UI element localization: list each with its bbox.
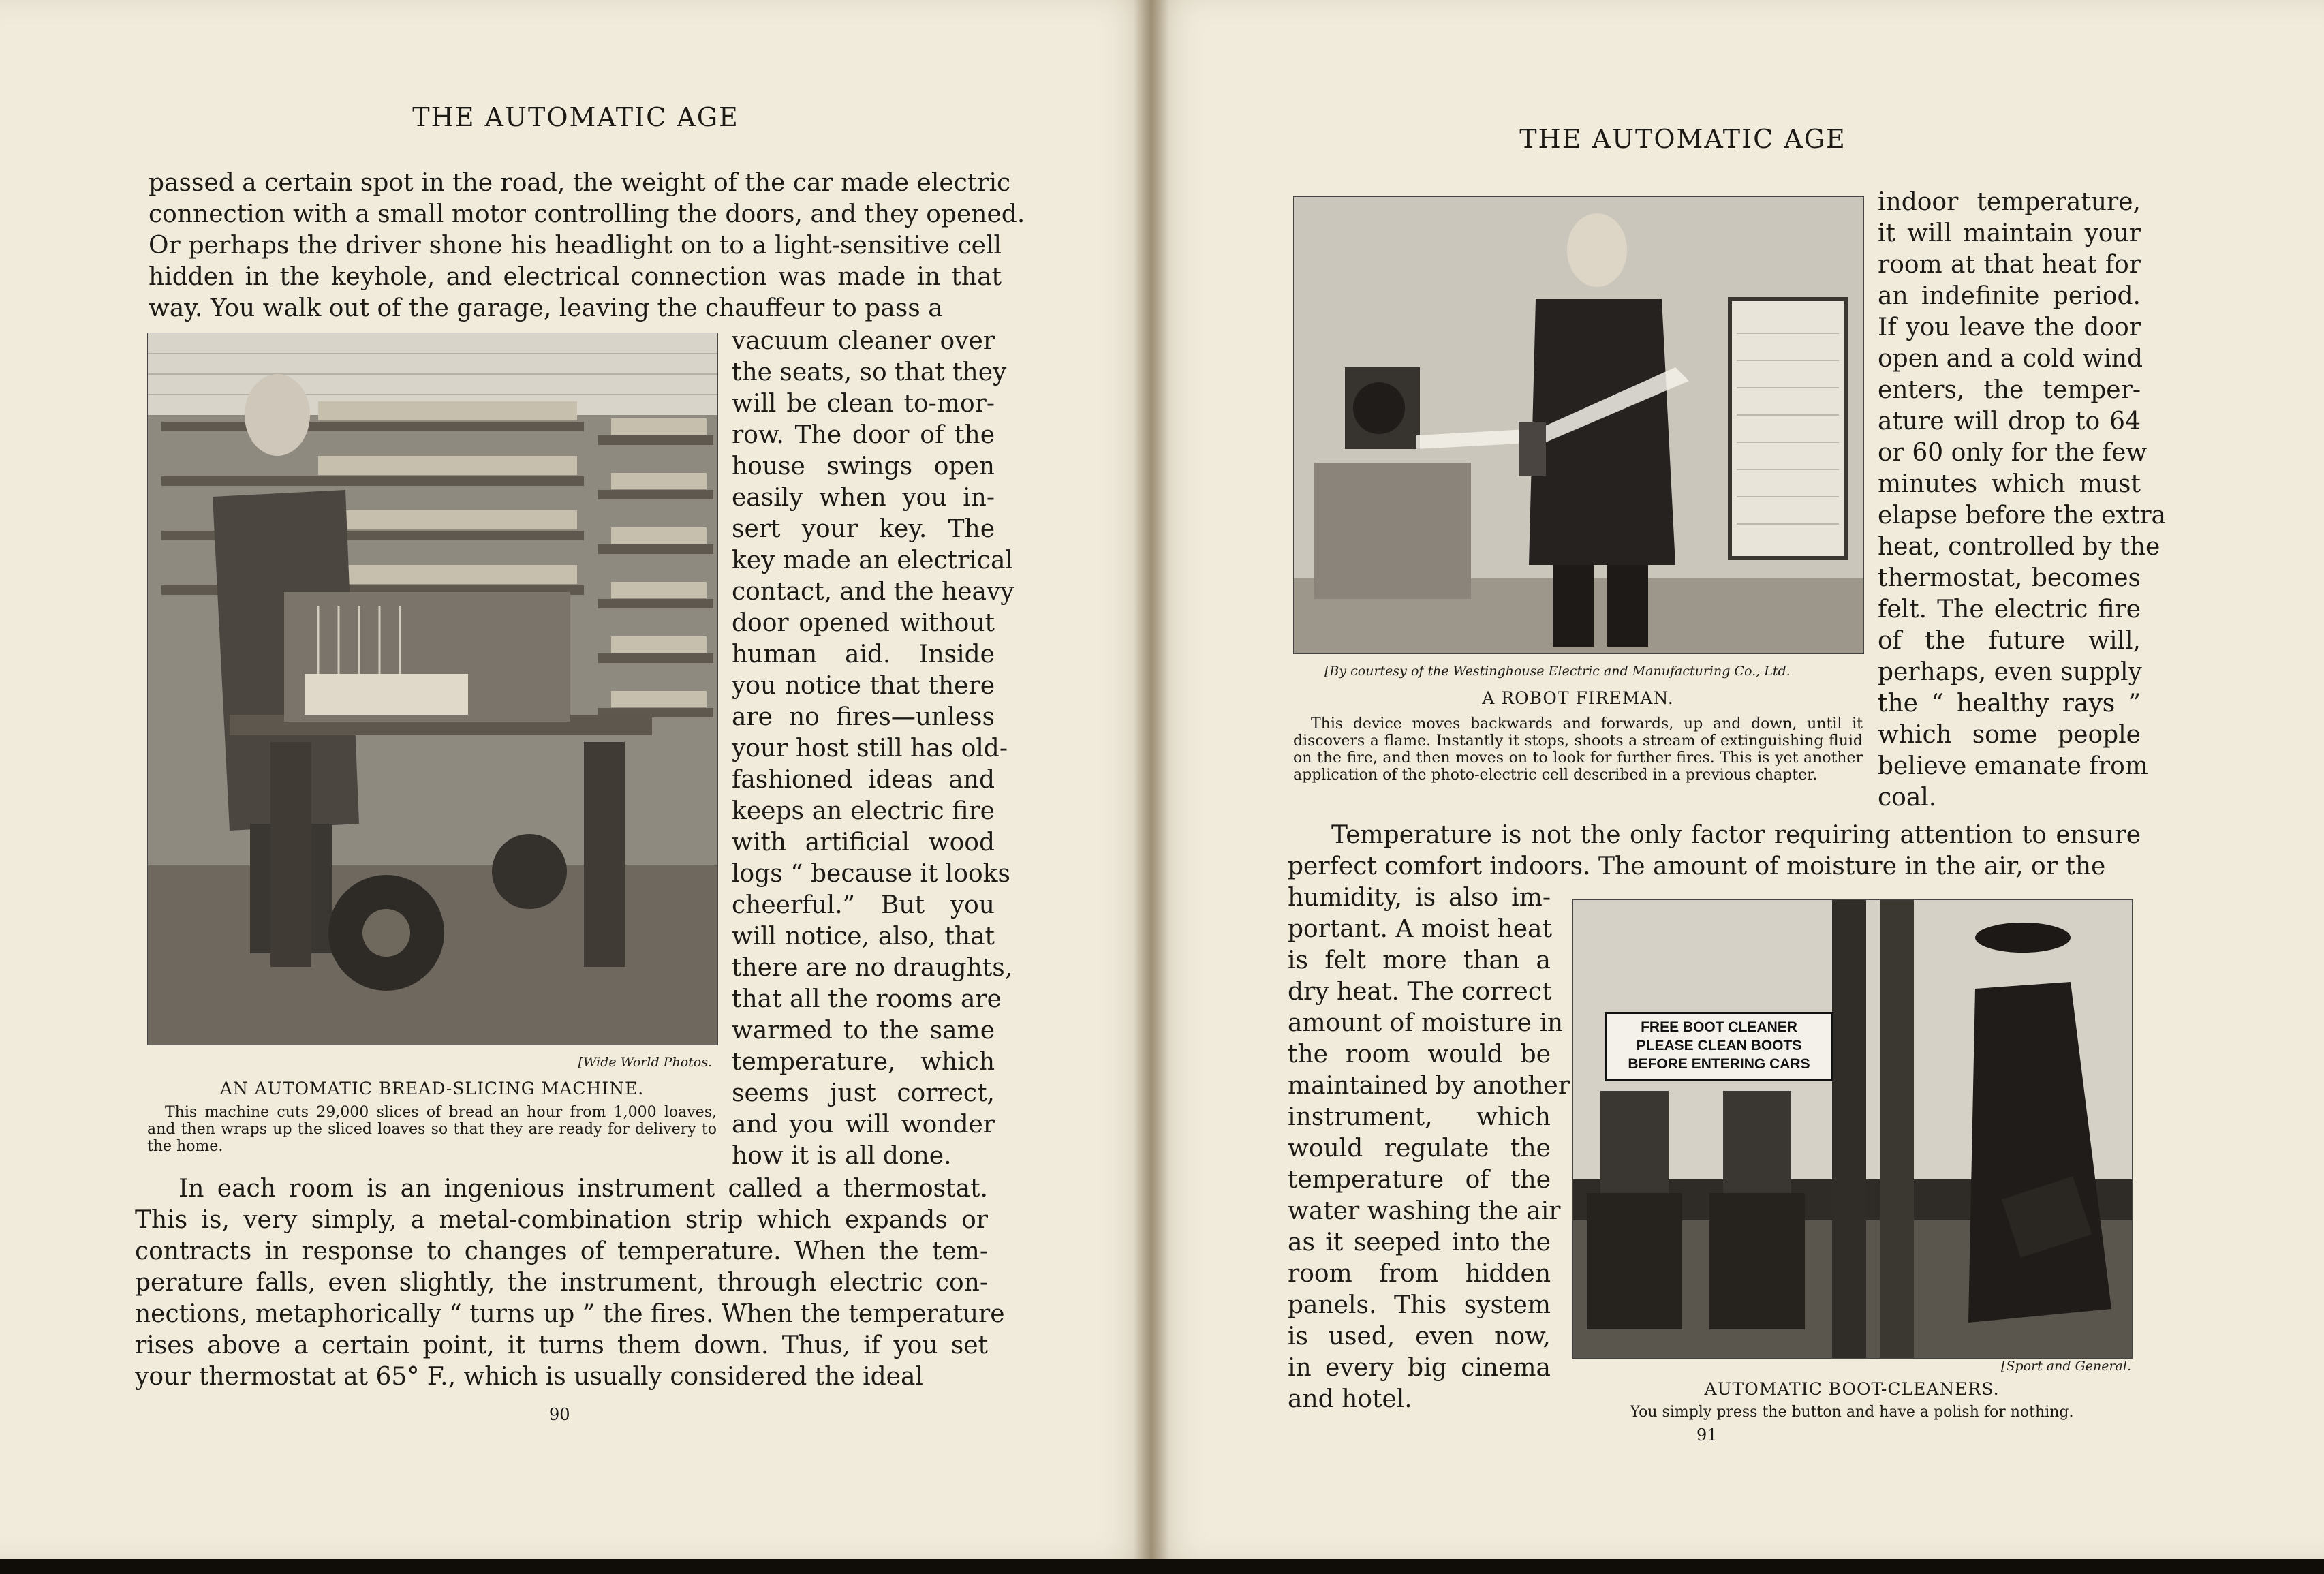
text-line: would regulate the (1288, 1135, 1551, 1162)
text-line: and hotel. (1288, 1385, 1412, 1413)
sign-line-1: FREE BOOT CLEANER (1641, 1019, 1797, 1035)
book-gutter (1134, 0, 1169, 1560)
text-line: room from hidden (1288, 1260, 1551, 1288)
bread-photo-credit: [Wide World Photos. (578, 1055, 712, 1070)
text-line: coal. (1878, 784, 1937, 812)
text-line: This is, very simply, a metal-combination strip which expands or (135, 1206, 988, 1234)
text-line: Or perhaps the driver shone his headlight on to a light-sensitive cell (149, 232, 1002, 260)
text-line: dry heat. The correct (1288, 978, 1552, 1006)
text-line: heat, controlled by the (1878, 533, 2160, 561)
text-line: there are no draughts, (732, 954, 1013, 982)
text-line: easily when you in- (732, 484, 995, 512)
text-line: and you will wonder (732, 1111, 995, 1139)
text-line: hidden in the keyhole, and electrical connection was made in that (149, 263, 1002, 291)
text-line: contact, and the heavy (732, 578, 1014, 606)
boots-photo-credit: [Sport and General. (2001, 1359, 2131, 1374)
text-line: how it is all done. (732, 1142, 952, 1170)
text-line: minutes which must (1878, 470, 2141, 498)
text-line: row. The door of the (732, 421, 995, 449)
fireman-figure-caption: This device moves backwards and forwards, up and down, until it discovers a flame. Instantly it stops, shoots a stream of extinguishing fluid on the fire, and then moves on to look for further fires. This is yet another application of the photo-electric cell described in a previous chapter. (1293, 715, 1863, 784)
text-line: in every big cinema (1288, 1354, 1551, 1382)
running-head-left: THE AUTOMATIC AGE (412, 102, 739, 132)
text-line: Temperature is not the only factor requiring attention to ensure (1331, 821, 2141, 849)
page-number-left: 90 (549, 1405, 570, 1424)
text-line: are no fires—unless (732, 703, 995, 731)
text-line: your host still has old- (732, 735, 1008, 762)
text-line: In each room is an ingenious instrument called a thermostat. (179, 1175, 988, 1203)
text-line: elapse before the extra (1878, 501, 2166, 529)
text-line: believe emanate from (1878, 752, 2148, 780)
text-line: the room would be (1288, 1040, 1551, 1068)
text-line: sert your key. The (732, 515, 995, 543)
text-line: door opened without (732, 609, 995, 637)
text-line: it will maintain your (1878, 219, 2141, 247)
text-line: passed a certain spot in the road, the weight of the car made electric (149, 169, 1011, 197)
page-bottom-edge (0, 1559, 2324, 1574)
text-line: panels. This system (1288, 1291, 1551, 1319)
robot-fireman-photo (1293, 196, 1864, 654)
text-line: maintained by another (1288, 1072, 1570, 1100)
text-line: that all the rooms are (732, 985, 1002, 1013)
running-head-right: THE AUTOMATIC AGE (1519, 124, 1846, 154)
boot-cleaners-photo (1572, 899, 2133, 1359)
bread-figure-caption: This machine cuts 29,000 slices of bread an hour from 1,000 loaves, and then wraps up the sliced loaves so that they are ready for delivery to the home. (147, 1104, 717, 1155)
text-line: room at that heat for (1878, 251, 2141, 279)
text-line: you notice that there (732, 672, 995, 700)
text-line: temperature of the (1288, 1166, 1551, 1194)
text-line: instrument, which (1288, 1103, 1551, 1131)
boots-figure-title: AUTOMATIC BOOT-CLEANERS. (1704, 1379, 2000, 1399)
text-line: your thermostat at 65° F., which is usually considered the ideal (135, 1363, 923, 1391)
text-line: way. You walk out of the garage, leaving the chauffeur to pass a (149, 294, 943, 322)
text-line: water washing the air (1288, 1197, 1561, 1225)
text-line: felt. The electric fire (1878, 596, 2141, 623)
boots-figure-caption: You simply press the button and have a polish for nothing. (1630, 1404, 2074, 1421)
text-line: an indefinite period. (1878, 282, 2141, 310)
text-line: keeps an electric fire (732, 797, 995, 825)
text-line: of the future will, (1878, 627, 2141, 655)
boot-cleaner-sign (1605, 1012, 1833, 1081)
text-line: house swings open (732, 452, 995, 480)
text-line: which some people (1878, 721, 2141, 749)
text-line: is felt more than a (1288, 946, 1551, 974)
text-line: key made an electrical (732, 546, 1013, 574)
text-line: connection with a small motor controlling the doors, and they opened. (149, 200, 1025, 228)
text-line: thermostat, becomes (1878, 564, 2141, 592)
body-text-middle (1288, 820, 2141, 882)
text-line: logs “ because it looks (732, 860, 1010, 888)
body-text-bottom-column (1288, 882, 1570, 1415)
text-line: contracts in response to changes of temperature. When the tem- (135, 1237, 988, 1265)
text-line: will be clean to-mor- (732, 390, 995, 418)
text-line: perhaps, even supply (1878, 658, 2142, 686)
fireman-photo-credit: [By courtesy of the Westinghouse Electric and Manufacturing Co., Ltd. (1324, 664, 1791, 679)
text-line: amount of moisture in (1288, 1009, 1564, 1037)
text-line: with artificial wood (732, 829, 995, 857)
text-line: humidity, is also im- (1288, 884, 1551, 912)
text-line: warmed to the same (732, 1017, 995, 1045)
sign-line-3: BEFORE ENTERING CARS (1628, 1056, 1810, 1072)
text-line: open and a cold wind (1878, 345, 2143, 373)
text-line: ature will drop to 64 (1878, 407, 2141, 435)
page-number-right: 91 (1696, 1425, 1718, 1445)
body-text-column (732, 326, 1014, 1172)
bread-figure-title: AN AUTOMATIC BREAD-SLICING MACHINE. (219, 1079, 645, 1098)
right-page (1151, 0, 2324, 1560)
text-line: portant. A moist heat (1288, 915, 1552, 943)
text-line: the seats, so that they (732, 358, 1007, 386)
text-line: human aid. Inside (732, 641, 995, 668)
text-line: cheerful.” But you (732, 891, 995, 919)
text-line: fashioned ideas and (732, 766, 995, 794)
text-line: perature falls, even slightly, the instrument, through electric con- (135, 1269, 988, 1297)
text-line: the “ healthy rays ” (1878, 690, 2141, 717)
text-line: will notice, also, that (732, 923, 995, 951)
text-line: is used, even now, (1288, 1323, 1551, 1351)
body-text-top-column (1878, 187, 2166, 814)
text-line: seems just correct, (732, 1079, 995, 1107)
text-line: as it seeped into the (1288, 1229, 1551, 1256)
text-line: indoor temperature, (1878, 188, 2141, 216)
left-page (0, 0, 1151, 1560)
body-text-bottom (135, 1173, 1005, 1393)
text-line: temperature, which (732, 1048, 995, 1076)
fireman-figure-title: A ROBOT FIREMAN. (1482, 688, 1674, 708)
text-line: perfect comfort indoors. The amount of moisture in the air, or the (1288, 852, 2106, 880)
sign-line-2: PLEASE CLEAN BOOTS (1636, 1038, 1802, 1053)
body-text-top (149, 168, 1025, 324)
text-line: nections, metaphorically “ turns up ” the fires. When the temperature (135, 1300, 1005, 1328)
text-line: enters, the temper- (1878, 376, 2141, 404)
text-line: vacuum cleaner over (732, 327, 995, 355)
text-line: rises above a certain point, it turns them down. Thus, if you set (135, 1331, 988, 1359)
text-line: or 60 only for the few (1878, 439, 2148, 467)
text-line: If you leave the door (1878, 313, 2141, 341)
bread-slicing-photo (147, 333, 718, 1045)
